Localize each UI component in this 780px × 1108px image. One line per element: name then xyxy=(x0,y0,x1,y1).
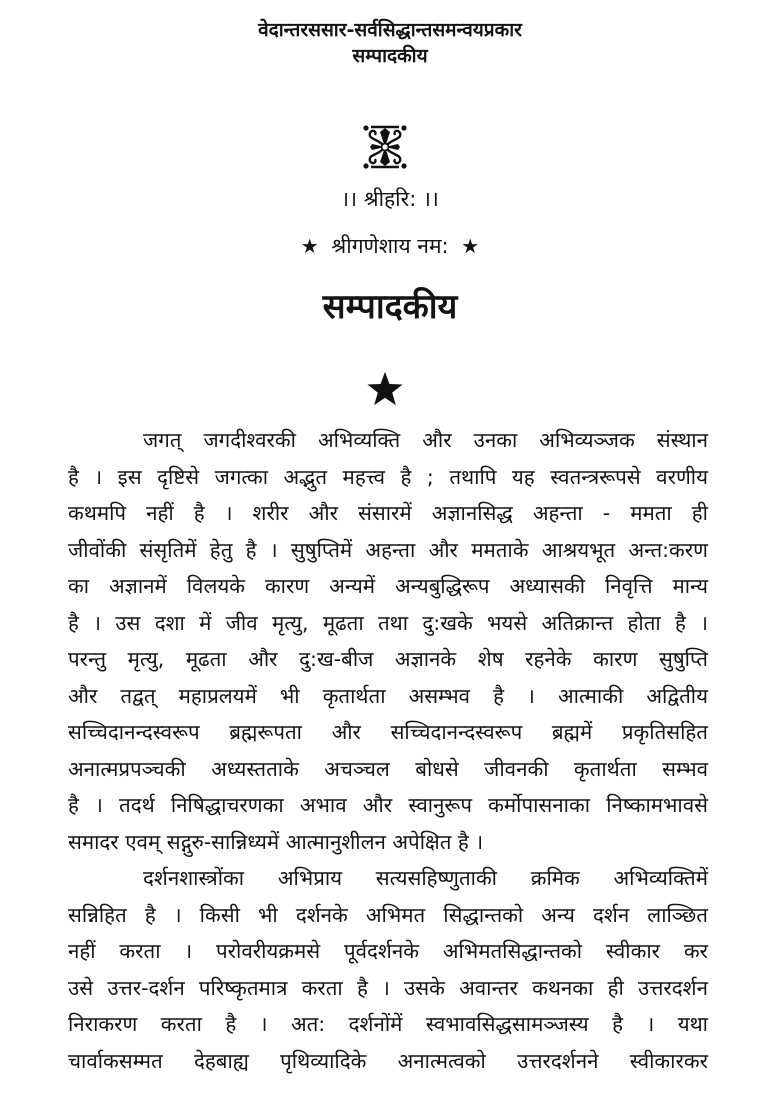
text-line: उसे उत्तर-दर्शन परिष्कृतमात्र करता है । उसके अवान्तर कथनका ही उत्तरदर्शन xyxy=(68,975,708,1000)
body-text xyxy=(68,422,708,1079)
text-line: समादर एवम् सद्गुरु-सान्निध्यमें आत्मानुशीलन अपेक्षित है । xyxy=(68,829,484,854)
text-line: जीवोंकी संसृतिमें हेतु है । सुषुप्तिमें अहन्ता और ममताके आश्रयभूत अन्त:करण xyxy=(68,537,708,562)
running-head-book-title: वेदान्तरससार-सर्वसिद्धान्तसमन्वयप्रकार xyxy=(258,19,522,41)
text-line: परन्तु मृत्यु, मूढता और दु:ख-बीज अज्ञानके शेष रहनेके कारण सुषुप्ति xyxy=(68,647,708,671)
text-line: अनात्मप्रपञ्चकी अध्यस्तताके अचञ्चल बोधसे जीवनकी कृतार्थता सम्भव xyxy=(68,756,708,781)
text-line: है । तदर्थ निषिद्धाचरणका अभाव और स्वानुरूप कर्मोपासनाका निष्कामभावसे xyxy=(68,793,708,817)
star-icon: ★ xyxy=(461,234,480,258)
paragraph-2 xyxy=(68,860,708,1079)
text-line: दर्शनशास्त्रोंका अभिप्राय सत्यसहिष्णुताकी क्रमिक अभिव्यक्तिमें xyxy=(143,866,708,890)
text-line: निराकरण करता है । अत: दर्शनोंमें स्वभावसिद्धसामञ्जस्य है । यथा xyxy=(68,1012,708,1036)
invocation-shri-hari: ।। श्रीहरि: ।। xyxy=(341,187,439,211)
invocation-ganesha-text: श्रीगणेशाय नम: xyxy=(331,234,449,258)
running-head-section-title: सम्पादकीय xyxy=(352,45,428,67)
text-line: सन्निहित है । किसी भी दर्शनके अभिमत सिद्धान्तको अन्य दर्शन लाञ्छित xyxy=(68,902,708,927)
text-line: सच्चिदानन्दस्वरूप ब्रह्मरूपता और सच्चिदानन्दस्वरूप ब्रह्ममें प्रकृतिसहित xyxy=(68,720,708,744)
invocation-ganesha xyxy=(0,231,780,261)
floral-ornament-icon xyxy=(362,124,408,170)
text-line: नहीं करता । परोवरीयक्रमसे पूर्वदर्शनके अभिमतसिद्धान्तको स्वीकार कर xyxy=(68,939,708,963)
text-line: कथमपि नहीं है । शरीर और संसारमें अज्ञानसिद्ध अहन्ता - ममता ही xyxy=(68,501,708,525)
running-head xyxy=(0,17,780,69)
text-line: है । इस दृष्टिसे जगत्का अद्भुत महत्त्व है ; तथापि यह स्वतन्त्ररूपसे वरणीय xyxy=(68,464,708,489)
paragraph-1 xyxy=(68,422,708,860)
star-icon xyxy=(366,370,404,408)
text-line: का अज्ञानमें विलयके कारण अन्यमें अन्यबुद्धिरूप अध्यासकी निवृत्ति मान्य xyxy=(68,574,708,598)
text-line: और तद्वत् महाप्रलयमें भी कृतार्थता असम्भव है । आत्माकी अद्वितीय xyxy=(68,683,708,708)
text-line: जगत् जगदीश्वरकी अभिव्यक्ति और उनका अभिव्यञ्जक संस्थान xyxy=(143,428,708,452)
text-line: है । उस दशा में जीव मृत्यु, मूढता तथा दु:खके भयसे अतिक्रान्त होता है । xyxy=(68,610,708,635)
star-icon: ★ xyxy=(300,234,319,258)
page-title: सम्पादकीय xyxy=(322,287,458,327)
text-line: चार्वाकसम्मत देहबाह्य पृथिव्यादिके अनात्मत्वको उत्तरदर्शनने स्वीकारकर xyxy=(68,1048,708,1073)
